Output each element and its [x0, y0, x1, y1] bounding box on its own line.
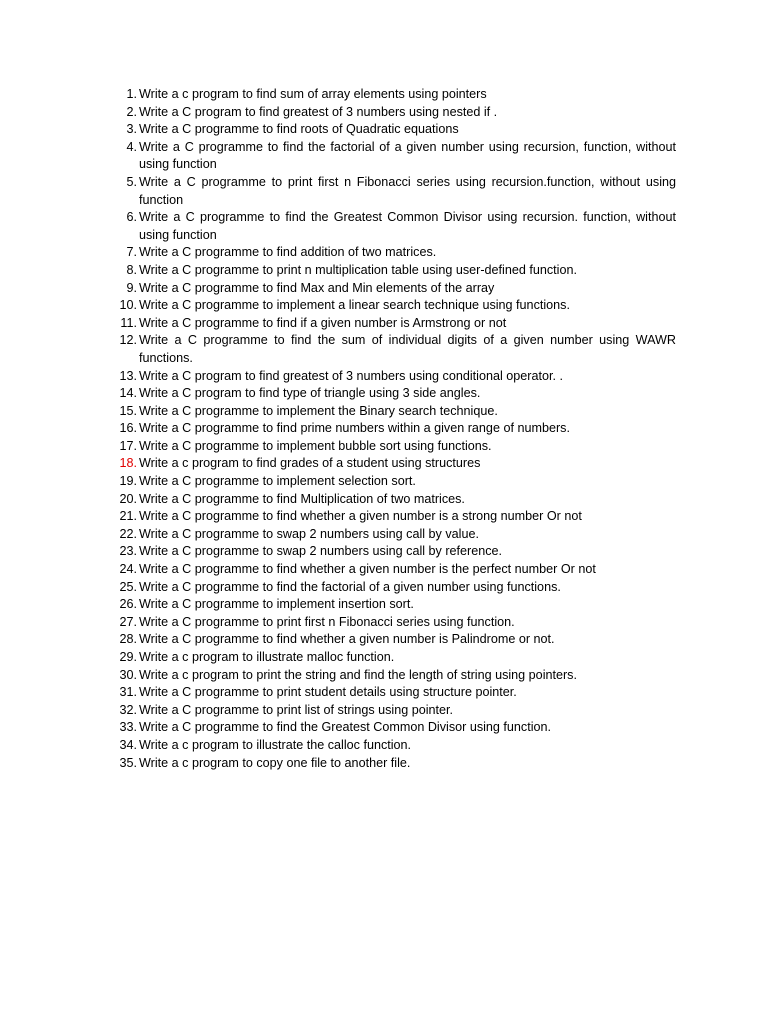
list-item-number: 3. [126, 122, 137, 137]
list-item-number: 30. [119, 667, 137, 682]
list-item-number: 32. [119, 702, 137, 717]
list-item-number: 8. [126, 262, 137, 277]
list-item [96, 121, 676, 139]
list-item [96, 174, 676, 209]
list-item [96, 139, 676, 174]
list-item [96, 368, 676, 386]
list-item [96, 209, 676, 244]
list-item [96, 579, 676, 597]
list-item-number: 1. [126, 87, 137, 101]
list-item-text: Write a c program to find sum of array elements using pointers [139, 87, 487, 101]
list-item-number: 17. [119, 438, 137, 453]
list-item-text: Write a C program to find greatest of 3 numbers using nested if . [139, 104, 498, 119]
list-item-number: 22. [119, 526, 137, 541]
list-item [96, 667, 676, 685]
list-item-number: 13. [119, 368, 137, 383]
list-item [96, 244, 676, 262]
list-item-number: 12. [119, 333, 137, 348]
list-item-number: 6. [126, 210, 137, 225]
list-item-text: Write a c program to illustrate the calloc function. [139, 737, 412, 752]
list-item [96, 315, 676, 333]
list-item [96, 508, 676, 526]
list-item [96, 86, 676, 104]
list-item-number: 24. [119, 562, 137, 577]
list-item-number: 18. [119, 456, 137, 471]
list-item-number: 29. [119, 650, 137, 664]
list-item [96, 614, 676, 632]
list-item-text: Write a c program to find grades of a student using structures [139, 456, 481, 471]
list-item-number: 23. [119, 544, 137, 559]
list-item [96, 385, 676, 403]
list-item-number: 16. [119, 421, 137, 436]
list-item [96, 649, 676, 667]
list-item-text: Write a C program to find greatest of 3 numbers using conditional operator. . [139, 368, 563, 383]
list-item-text: Write a C programme to find Max and Min elements of the array [139, 280, 495, 295]
list-item-number: 35. [119, 755, 137, 770]
list-item-text: Write a C programme to implement selection sort. [139, 474, 416, 489]
list-item-number: 34. [119, 737, 137, 752]
list-item-text: Write a C programme to print first n Fibonacci series using recursion.function, without using function [139, 174, 676, 207]
list-item-text: Write a C programme to print n multiplication table using user-defined function. [139, 262, 577, 277]
list-item-text: Write a C programme to swap 2 numbers using call by value. [139, 526, 479, 541]
list-item-number: 26. [119, 597, 137, 612]
list-item-text: Write a C programme to implement a linear search technique using functions. [139, 298, 570, 313]
list-item-text: Write a C programme to find addition of two matrices. [139, 245, 437, 260]
list-item [96, 543, 676, 561]
list-item [96, 702, 676, 720]
list-item-number: 20. [119, 491, 137, 506]
list-item-text: Write a C programme to find the factorial of a given number using recursion, function, without using function [139, 139, 676, 172]
list-item-text: Write a C programme to find whether a given number is Palindrome or not. [139, 632, 555, 647]
list-item-text: Write a C program to find type of triangle using 3 side angles. [139, 386, 481, 401]
list-item [96, 262, 676, 280]
list-item-text: Write a C programme to find whether a given number is the perfect number Or not [139, 562, 596, 577]
list-item [96, 455, 676, 473]
list-item-text: Write a C programme to find roots of Quadratic equations [139, 122, 459, 137]
question-list [96, 86, 676, 772]
list-item [96, 719, 676, 737]
list-item [96, 473, 676, 491]
list-item-text: Write a C programme to find whether a given number is a strong number Or not [139, 509, 582, 524]
list-item-number: 10. [119, 298, 137, 313]
list-item-number: 14. [119, 386, 137, 401]
list-item [96, 631, 676, 649]
list-item [96, 438, 676, 456]
list-item-number: 2. [126, 104, 137, 119]
list-item-number: 9. [126, 280, 137, 295]
list-item-text: Write a C programme to implement bubble sort using functions. [139, 438, 492, 453]
list-item [96, 596, 676, 614]
list-item [96, 104, 676, 122]
list-item-text: Write a C programme to find prime numbers within a given range of numbers. [139, 421, 570, 436]
list-item-text: Write a C programme to implement insertion sort. [139, 597, 414, 612]
list-item-number: 25. [119, 579, 137, 594]
list-item [96, 684, 676, 702]
list-item [96, 420, 676, 438]
list-item [96, 332, 676, 367]
list-item-text: Write a C programme to find the Greatest Common Divisor using recursion. function, without using function [139, 210, 676, 242]
list-item [96, 403, 676, 421]
list-item-number: 7. [126, 245, 137, 260]
list-item-text: Write a C programme to implement the Binary search technique. [139, 403, 498, 418]
list-item [96, 561, 676, 579]
list-item [96, 491, 676, 509]
list-item-text: Write a c program to illustrate malloc function. [139, 650, 395, 664]
list-item [96, 755, 676, 773]
list-item-text: Write a C programme to find if a given number is Armstrong or not [139, 315, 507, 330]
list-item-text: Write a C programme to find the sum of individual digits of a given number using WAWR functions. [139, 333, 676, 365]
list-item-text: Write a C programme to find the factorial of a given number using functions. [139, 579, 561, 594]
list-item-number: 21. [119, 509, 137, 524]
list-item-number: 31. [119, 685, 137, 700]
list-item-number: 27. [119, 614, 137, 629]
list-item [96, 297, 676, 315]
list-item [96, 737, 676, 755]
list-item-text: Write a c program to copy one file to another file. [139, 755, 411, 770]
list-item-number: 11. [120, 315, 137, 330]
list-item-text: Write a C programme to print first n Fibonacci series using function. [139, 614, 515, 629]
list-item-number: 4. [126, 139, 137, 154]
list-item [96, 526, 676, 544]
list-item-number: 33. [119, 720, 137, 735]
list-item-text: Write a C programme to find Multiplication of two matrices. [139, 491, 465, 506]
list-item-number: 19. [119, 474, 137, 489]
list-item-text: Write a C programme to print student details using structure pointer. [139, 685, 517, 700]
list-item-number: 28. [119, 632, 137, 647]
list-item-number: 5. [126, 174, 137, 189]
list-item-text: Write a C programme to swap 2 numbers using call by reference. [139, 544, 503, 559]
list-item [96, 280, 676, 298]
list-item-text: Write a C programme to find the Greatest Common Divisor using function. [139, 720, 552, 735]
list-item-text: Write a C programme to print list of strings using pointer. [139, 702, 454, 717]
list-item-text: Write a c program to print the string and find the length of string using pointers. [139, 667, 577, 682]
list-item-number: 15. [119, 403, 137, 418]
